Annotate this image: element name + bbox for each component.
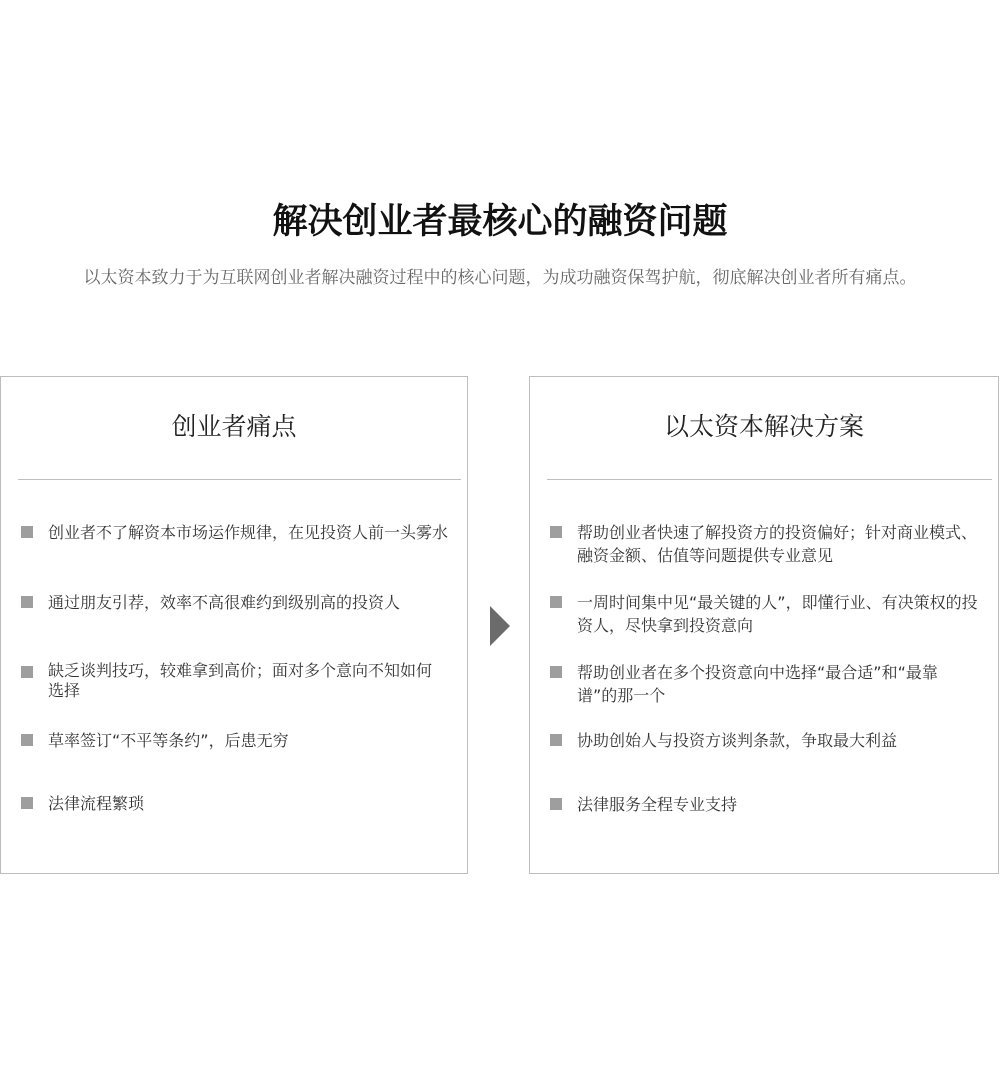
pain-point-text: 法律流程繁琐 (48, 794, 145, 813)
pain-point-text: 缺乏谈判技巧，较难拿到高价；面对多个意向不知如何选择 (48, 661, 433, 700)
solution-text: 帮助创业者在多个投资意向中选择“最合适”和“最靠谱”的那一个 (577, 663, 938, 705)
square-bullet-icon (550, 798, 562, 810)
square-bullet-icon (21, 596, 33, 608)
pain-point-text: 通过朋友引荐，效率不高很难约到级别高的投资人 (48, 593, 401, 612)
solution-item (550, 591, 978, 637)
pain-point-item (21, 521, 451, 544)
pain-points-panel (0, 376, 468, 874)
pain-point-item (21, 661, 437, 701)
solutions-divider (547, 479, 992, 480)
solution-text: 一周时间集中见“最关键的人”，即懂行业、有决策权的投资人，尽快拿到投资意向 (577, 593, 978, 635)
pain-point-item (21, 729, 451, 752)
solution-item (550, 521, 978, 567)
solution-item (550, 729, 978, 752)
square-bullet-icon (550, 666, 562, 678)
square-bullet-icon (21, 734, 33, 746)
pain-point-text: 草率签订“不平等条约”，后患无穷 (48, 731, 289, 750)
solutions-title: 以太资本解决方案 (663, 412, 864, 441)
square-bullet-icon (550, 596, 562, 608)
square-bullet-icon (550, 734, 562, 746)
solution-text: 法律服务全程专业支持 (577, 795, 738, 814)
pain-points-title: 创业者痛点 (171, 412, 297, 441)
pain-point-item (21, 591, 451, 614)
square-bullet-icon (21, 526, 33, 538)
pain-point-text: 创业者不了解资本市场运作规律，在见投资人前一头雾水 (48, 523, 449, 542)
solution-text: 协助创始人与投资方谈判条款，争取最大利益 (577, 731, 898, 750)
solution-item (550, 793, 978, 816)
square-bullet-icon (21, 797, 33, 809)
page-title: 解决创业者最核心的融资问题 (272, 202, 728, 242)
page-subtitle: 以太资本致力于为互联网创业者解决融资过程中的核心问题，为成功融资保驾护航，彻底解决创业者所有痛点。 (83, 268, 917, 288)
solution-text: 帮助创业者快速了解投资方的投资偏好；针对商业模式、融资金额、估值等问题提供专业意见 (577, 523, 978, 565)
square-bullet-icon (21, 666, 33, 678)
solution-item (550, 661, 978, 707)
square-bullet-icon (550, 526, 562, 538)
pain-points-divider (18, 479, 461, 480)
solutions-panel (529, 376, 999, 874)
pain-point-item (21, 792, 451, 815)
arrow-right-icon (490, 606, 510, 646)
